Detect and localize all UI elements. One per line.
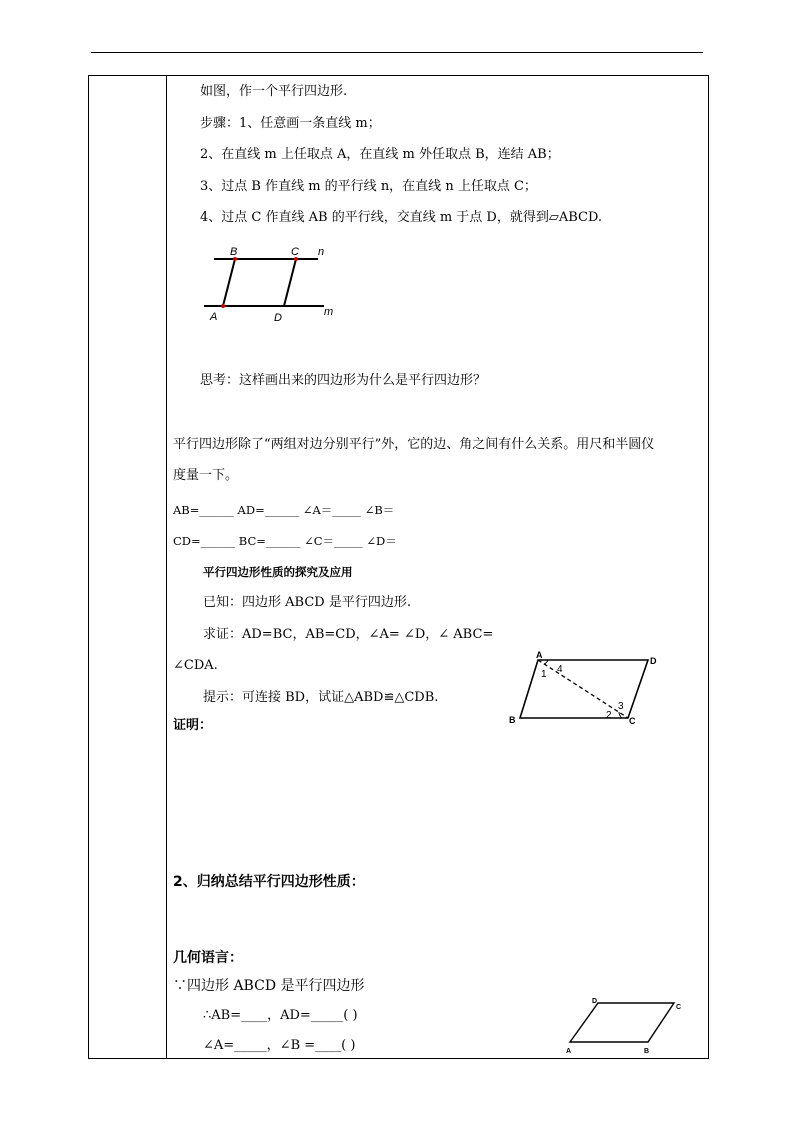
label-a: A (566, 1048, 572, 1055)
angle-label-3: 3 (618, 701, 624, 712)
parallelogram-abcd-summary (570, 1003, 674, 1042)
proof-label: 证明： (173, 718, 213, 733)
label-c: C (291, 246, 299, 258)
think-prompt: 思考：这样画出来的四边形为什么是平行四边形？ (200, 373, 487, 388)
prove-statement-cont: ∠CDA. (173, 658, 218, 673)
construction-figure (200, 240, 350, 328)
therefore-sides: ∴AB=____，AD=_____( ) (203, 1008, 358, 1023)
therefore-angles: ∠A=_____，∠B =____( ) (203, 1038, 356, 1053)
label-d: D (650, 656, 657, 666)
section-heading: 平行四边形性质的探究及应用 (203, 565, 353, 579)
segment-ab (223, 259, 235, 306)
point-a (221, 304, 225, 308)
label-c: C (676, 1004, 682, 1011)
parallelogram-proof-figure (504, 650, 664, 728)
label-d: D (592, 998, 598, 1005)
step-4: 4、过点 C 作直线 AB 的平行线，交直线 m 于点 D，就得到▱ABCD. (200, 210, 603, 225)
relation-question-line2: 度量一下。 (173, 468, 239, 483)
angle-label-4: 4 (557, 664, 563, 675)
label-n: n (318, 246, 325, 258)
relation-question-line1: 平行四边形除了“两组对边分别平行”外，它的边、角之间有什么关系。用尺和半圆仪 (173, 437, 655, 452)
label-a: A (210, 311, 218, 323)
step-2: 2、在直线 m 上任取点 A，在直线 m 外任取点 B，连结 AB； (200, 147, 560, 162)
prove-statement: 求证：AD=BC，AB=CD，∠A= ∠D，∠ ABC= (203, 627, 494, 642)
label-d: D (274, 312, 282, 324)
label-b: B (230, 246, 238, 258)
step-3: 3、过点 B 作直线 m 的平行线 n，在直线 n 上任取点 C； (200, 179, 537, 194)
parallelogram-abcd (520, 660, 648, 718)
known-statement: 已知：四边形 ABCD 是平行四边形. (203, 595, 411, 610)
measure-row-2: CD=______ BC=______ ∠C＝_____ ∠D＝ (173, 534, 397, 548)
hint-text: 提示：可连接 BD，试证△ABD≌△CDB. (203, 690, 439, 705)
step-1: 步骤：1、任意画一条直线 m； (200, 116, 381, 131)
angle-label-2: 2 (606, 710, 612, 721)
intro-text: 如图，作一个平行四边形. (200, 84, 348, 99)
label-c: C (629, 716, 636, 726)
label-m: m (324, 306, 334, 318)
parallelogram-summary-figure (560, 995, 690, 1059)
because-statement: ∵四边形 ABCD 是平行四边形 (173, 978, 365, 994)
diagonal-ac (538, 660, 628, 718)
summary-heading: 2、归纳总结平行四边形性质： (173, 874, 365, 890)
label-b: B (509, 715, 516, 725)
label-a: A (536, 650, 543, 660)
label-b: B (644, 1048, 650, 1055)
measure-row-1: AB=______ AD=______ ∠A＝_____ ∠B＝ (173, 503, 395, 517)
header-rule (91, 52, 703, 53)
angle-label-1: 1 (541, 669, 547, 680)
geometry-language-heading: 几何语言： (173, 950, 243, 966)
segment-dc (284, 259, 296, 306)
column-divider (166, 75, 167, 1059)
